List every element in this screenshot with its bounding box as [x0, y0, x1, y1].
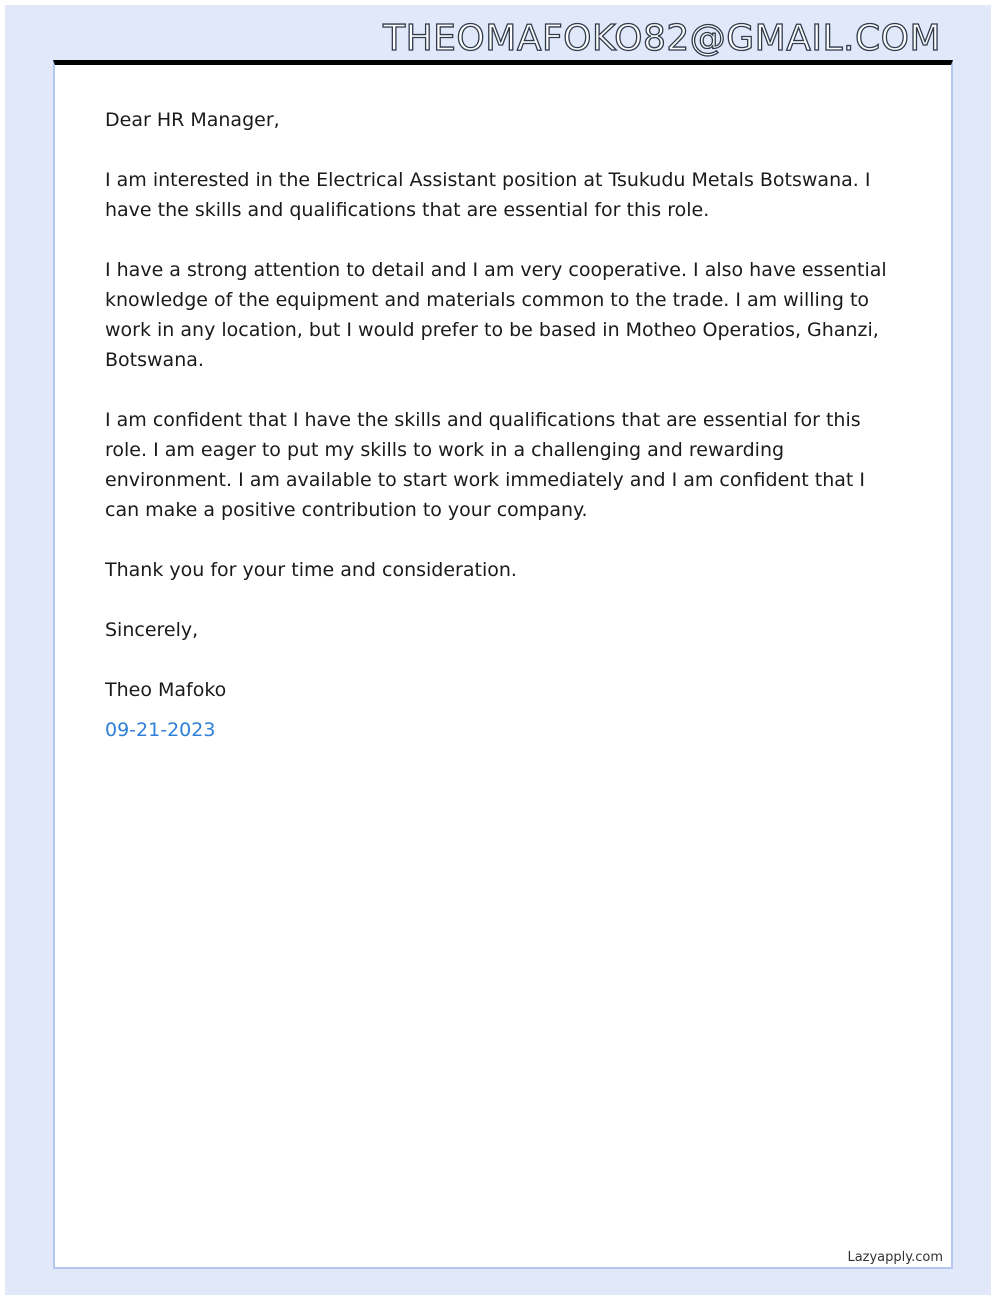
salutation: Dear HR Manager, [105, 109, 280, 131]
letter-body [105, 105, 905, 745]
page-frame [5, 5, 991, 1295]
letter-sheet [53, 60, 953, 1269]
paragraph-2: I have a strong attention to detail and I am very cooperative. I also have essential knowledge of the equipment and materials common to the trade. I am willing to work in any location, but I would prefer to be based in Motheo Operatios, Ghanzi, Botswana. [105, 259, 887, 371]
paragraph-3: I am confident that I have the skills and qualifications that are essential for this role. I am eager to put my skills to work in a challenging and rewarding environment. I am available to start work immediately and I am confident that I can make a positive contribution to your company. [105, 409, 866, 521]
paragraph-4: Thank you for your time and consideration. [105, 559, 517, 581]
paragraph-1: I am interested in the Electrical Assistant position at Tsukudu Metals Botswana. I have the skills and qualifications that are essential for this role. [105, 169, 871, 221]
letter-date: 09-21-2023 [105, 719, 216, 741]
closing: Sincerely, [105, 619, 199, 641]
header-email: THEOMAFOKO82@GMAIL.COM [383, 18, 941, 59]
signature-name: Theo Mafoko [105, 679, 227, 701]
footer-brand: Lazyapply.com [847, 1250, 943, 1265]
